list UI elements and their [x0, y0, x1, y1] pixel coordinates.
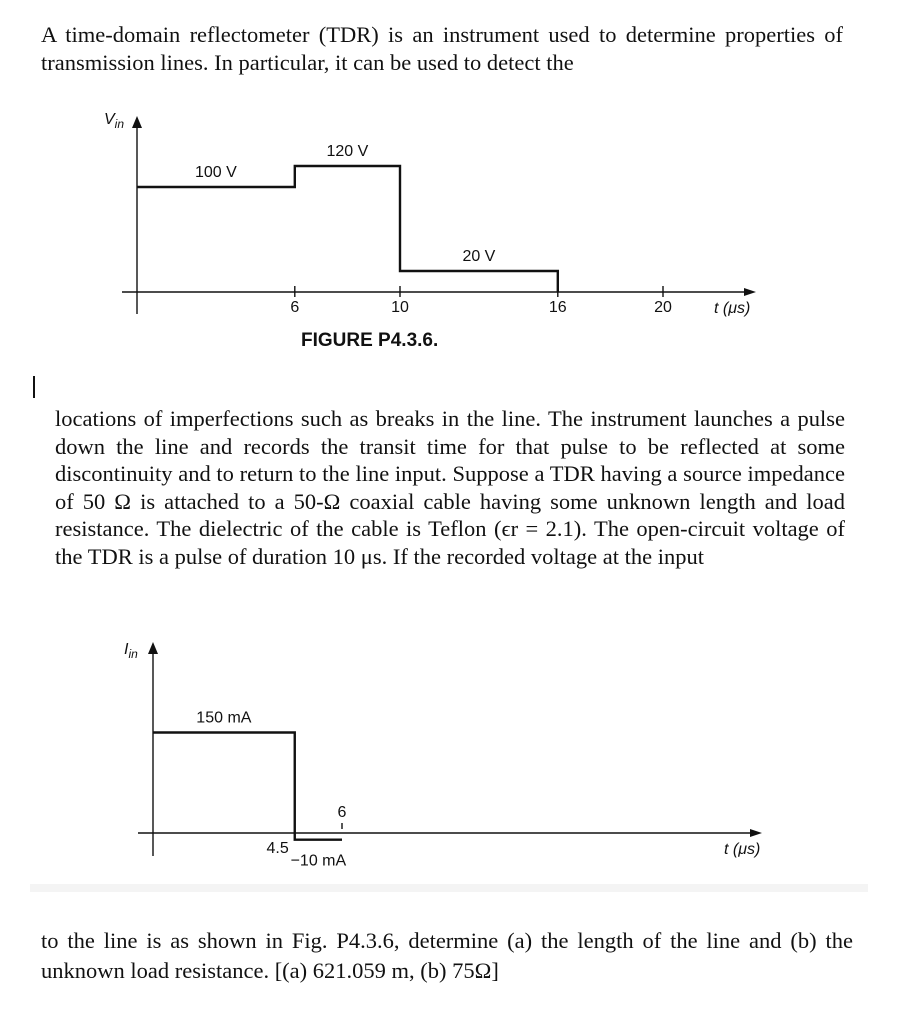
vin-segment-label: 100 V — [194, 164, 237, 181]
iin-segment-label: −10 mA — [290, 852, 347, 870]
iin-x-tick-label: 6 — [337, 804, 347, 821]
figure-divider — [30, 884, 868, 892]
text-cursor — [33, 376, 35, 398]
iin-y-arrow — [148, 642, 158, 654]
iin-x-label: t (μs) — [724, 841, 761, 858]
question-paragraph: to the line is as shown in Fig. P4.3.6, determine (a) the length of the line and (b) the unknown load resistance. [(a) 621.059 m, (b) 75Ω] — [41, 928, 853, 983]
vin-chart — [0, 0, 908, 360]
vin-x-tick-label: 6 — [290, 299, 300, 316]
figure-caption: FIGURE P4.3.6. — [301, 330, 439, 351]
vin-x-label: t (μs) — [714, 300, 751, 317]
vin-x-tick-label: 10 — [391, 299, 409, 316]
iin-x-tick-label: 4.5 — [266, 840, 289, 857]
iin-y-label: $I_{in}$ — [124, 641, 138, 661]
problem-paragraph: locations of imperfections such as breaks in the line. The instrument launches a pulse down the line and records the transit time for that pulse to be reflected at some discontinuity and to return to the line input. Suppose a TDR having a source impedance of 50 Ω is attached to a 50-Ω coaxial cable having some unknown length and load resistance. The dielectric of the cable is Teflon (ϵr = 2.1). The open-circuit voltage of the TDR is a pulse of duration 10 μs. If the recorded voltage at the input — [55, 406, 845, 569]
vin-x-tick-label: 16 — [548, 299, 567, 316]
iin-segment-label: 150 mA — [196, 709, 252, 727]
iin-axes — [138, 642, 762, 856]
intro-paragraph: A time-domain reflectometer (TDR) is an instrument used to determine properties of transmission lines. In particular, it can be used to detect the — [41, 22, 843, 75]
vin-series-line — [137, 166, 558, 292]
iin-series-line — [153, 733, 342, 840]
vin-segment-label: 20 V — [462, 248, 496, 265]
vin-y-arrow — [132, 116, 142, 128]
vin-segment-label: 120 V — [326, 143, 369, 160]
vin-y-label: $V_{in}$ — [104, 111, 125, 131]
iin-x-arrow — [750, 829, 762, 837]
vin-axes — [122, 116, 756, 314]
vin-x-arrow — [744, 288, 756, 296]
iin-chart — [0, 630, 908, 890]
vin-x-tick-label: 20 — [654, 299, 672, 316]
